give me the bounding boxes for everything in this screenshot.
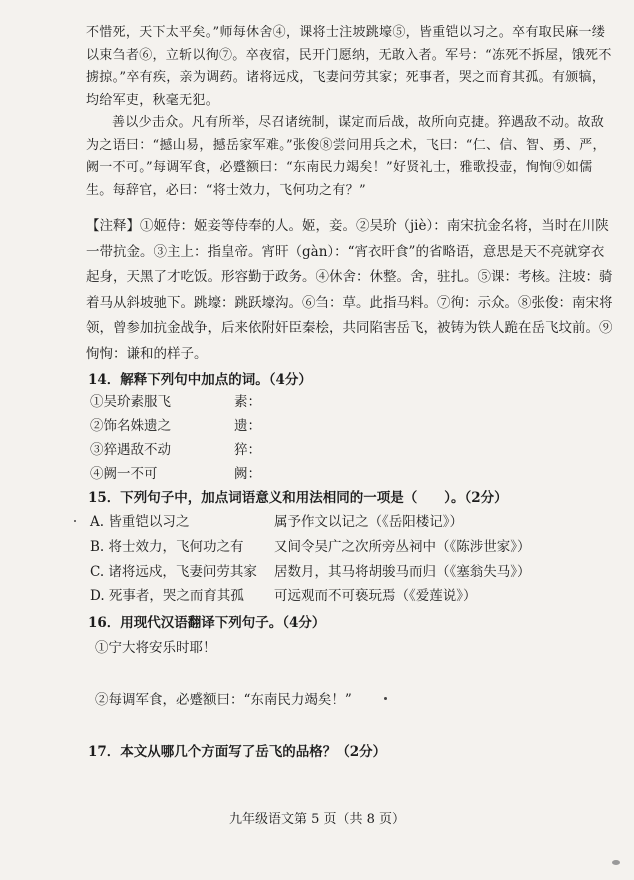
classical-passage	[86, 22, 614, 202]
q15-option-d-left[interactable]: D. 死事者，哭之而育其孤	[90, 588, 244, 604]
passage-paragraph-1: 不惜死，天下太平矣。”师每休舍④，课将士注坡跳壕⑤，皆重铠以习之。卒有取民麻一缕以束刍者⑥，立斩以徇⑦。卒夜宿，民开门愿纳，无敢入者。军号：“冻死不拆屋，饿死不掳掠。”卒有疾，亲为调药。诸将远戍，飞妻问劳其家；死事者，哭之而育其孤。有颁犒，均给军吏，秋毫无犯。	[86, 25, 612, 108]
q14-answer-1[interactable]: 素：	[234, 394, 261, 410]
q14-phrase-2: ②饰名姝遗之	[90, 418, 171, 434]
q14-answer-2[interactable]: 遗：	[234, 418, 261, 434]
annotation-text: 【注释】①姬侍：姬妾等侍奉的人。姬，妾。②吴玠（jiè）：南宋抗金名将，当时在川陕一带抗金。③主上：指皇帝。宵旰（gàn）：“宵衣旰食”的省略语，意思是天不亮就穿衣起身，天黑了才吃饭。形容勤于政务。④休舍：休整。舍，驻扎。⑤课：考核。注坡：骑着马从斜坡驰下。跳壕：跳跃壕沟。⑥刍：草。此指马料。⑦徇：示众。⑧张俊：南宋将领，曾参加抗金战争，后来依附奸臣秦桧，共同陷害岳飞，被铸为铁人跪在岳飞坟前。⑨恂恂：谦和的样子。	[86, 218, 613, 362]
page-footer: 九年级语文第 5 页（共 8 页）	[228, 812, 406, 827]
q16-sentence-2: ②每调军食，必蹙额曰：“东南民力竭矣！”	[95, 692, 352, 708]
annotations	[86, 214, 614, 367]
scan-speck	[612, 860, 620, 865]
q15-option-b-right: 又间令吴广之次所旁丛祠中（《陈涉世家》）	[274, 539, 531, 555]
q14-answer-3[interactable]: 猝：	[234, 442, 261, 458]
q15-option-d-right: 可远观而不可亵玩焉（《爱莲说》）	[274, 588, 477, 604]
q14-phrase-4: ④阙一不可	[90, 466, 158, 482]
passage-paragraph-2: 善以少击众。凡有所举，尽召诸统制，谋定而后战，故所向克捷。猝遇敌不动。故敌为之语曰：“撼山易，撼岳家军难。”张俊⑧尝问用兵之术，飞曰：“仁、信、智、勇、严，阙一不可。”每调军食，必蹙额曰：“东南民力竭矣！”好贤礼士，雅歌投壶，恂恂⑨如儒生。每辞官，必曰：“将士效力，飞何功之有？”	[86, 115, 606, 198]
question-14-title: 14．解释下列句中加点的词。（4分）	[88, 372, 312, 388]
q15-option-a-right: 属予作文以记之（《岳阳楼记》）	[274, 514, 463, 530]
q14-phrase-3: ③猝遇敌不动	[90, 442, 171, 458]
question-16-title: 16．用现代汉语翻译下列句子。（4分）	[88, 615, 326, 631]
q14-answer-4[interactable]: 阙：	[234, 466, 261, 482]
scan-speck	[384, 697, 387, 700]
q14-phrase-1: ①吴玠素服飞	[90, 394, 171, 410]
scan-speck	[74, 520, 76, 522]
q15-option-b-left[interactable]: B. 将士效力，飞何功之有	[90, 539, 244, 555]
q15-option-c-right: 居数月，其马将胡骏马而归（《塞翁失马》）	[274, 564, 531, 580]
question-15-title: 15．下列句子中，加点词语意义和用法相同的一项是（ ）。（2分）	[88, 490, 508, 506]
q16-sentence-1: ①宁大将安乐时耶！	[95, 640, 217, 656]
q15-option-a-left[interactable]: A. 皆重铠以习之	[90, 514, 190, 530]
question-17-title: 17．本文从哪几个方面写了岳飞的品格？（2分）	[88, 744, 387, 760]
q15-option-c-left[interactable]: C. 诸将远戍，飞妻问劳其家	[90, 564, 257, 580]
